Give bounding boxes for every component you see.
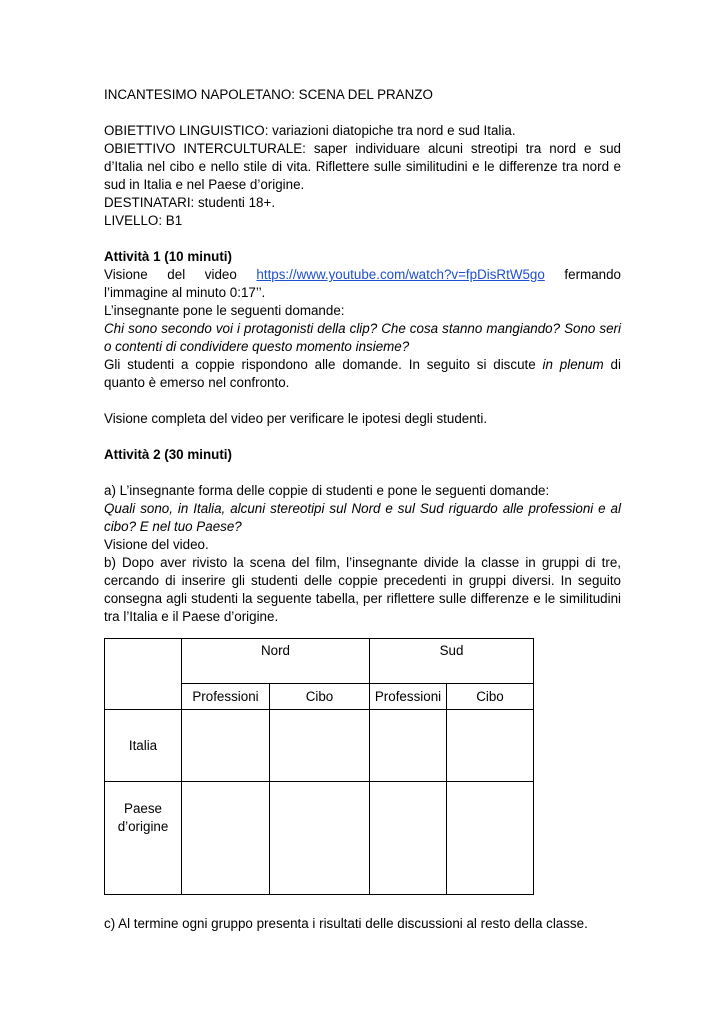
- row-label-paese: [105, 782, 182, 895]
- in-plenum: in plenum: [542, 357, 604, 372]
- activity-1-questions: Chi sono secondo voi i protagonisti della clip? Che cosa stanno mangiando? Sono seri o contenti di condividere questo momento insieme?: [104, 321, 621, 354]
- activity-2-heading: Attività 2 (30 minuti): [104, 447, 232, 462]
- questions-intro: L’insegnante pone le seguenti domande:: [104, 303, 345, 318]
- activity-2-b: b) Dopo aver rivisto la scena del film, l’insegnante divide la classe in gruppi di tre, cercando di inserire gli studenti delle coppie precedenti in gruppi diversi. In seguito consegna agli studenti la seguente tabella, per riflettere sulle differenze e le similitudini tra l’Italia e il Paese d’origine.: [104, 555, 621, 624]
- table-cell: [447, 782, 534, 895]
- header-sud-cibo: Cibo: [447, 684, 534, 710]
- comparison-table: [104, 638, 534, 895]
- activity-2-a: a) L’insegnante forma delle coppie di studenti e pone le seguenti domande:: [104, 483, 550, 498]
- header-sud-professioni: Professioni: [370, 684, 447, 710]
- table-row: [105, 782, 534, 895]
- table-cell: [182, 710, 270, 782]
- table-row: [105, 710, 534, 782]
- table-cell: [370, 710, 447, 782]
- full-viewing: Visione completa del video per verificare le ipotesi degli studenti.: [104, 411, 488, 426]
- row-label-paese-line2: d’origine: [117, 819, 169, 834]
- table-cell: [447, 710, 534, 782]
- row-label-paese-line1: Paese: [124, 801, 162, 816]
- video-text-video: video: [204, 267, 237, 282]
- activity-1-heading: Attività 1 (10 minuti): [104, 249, 232, 264]
- table-cell: [370, 782, 447, 895]
- video-line: [104, 266, 621, 284]
- table-cell: [182, 782, 270, 895]
- video-text-fermando: fermando: [564, 267, 621, 282]
- video-text-del: del: [167, 267, 186, 282]
- level: LIVELLO: B1: [104, 213, 183, 228]
- activity-2-c: c) Al termine ogni gruppo presenta i risultati delle discussioni al resto della classe.: [104, 916, 588, 931]
- video-text-visione: Visione: [104, 267, 148, 282]
- pairs-text-a: Gli studenti a coppie rispondono alle domande. In seguito si discute: [104, 357, 543, 372]
- youtube-link[interactable]: https://www.youtube.com/watch?v=fpDisRtW5go: [256, 267, 545, 282]
- document-title: INCANTESIMO NAPOLETANO: SCENA DEL PRANZO: [104, 87, 433, 102]
- table-corner-cell: [105, 639, 182, 710]
- pairs-paragraph: [104, 356, 621, 392]
- video-line-2: l’immagine al minuto 0:17’’.: [104, 285, 266, 300]
- table-cell: [270, 710, 370, 782]
- header-nord-professioni: Professioni: [182, 684, 270, 710]
- document-page: [104, 86, 621, 933]
- target-audience: DESTINATARI: studenti 18+.: [104, 195, 276, 210]
- header-nord-cibo: Cibo: [270, 684, 370, 710]
- pairs-text-b: di quanto è emerso nel confronto.: [104, 357, 621, 390]
- table-cell: [270, 782, 370, 895]
- intercultural-objective: OBIETTIVO INTERCULTURALE: saper individuare alcuni streotipi tra nord e sud d’Italia nel cibo e nello stile di vita. Riflettere sulle similitudini e le differenze tra nord e sud in Italia e nel Paese d’origine.: [104, 141, 621, 192]
- header-nord: Nord: [182, 639, 370, 684]
- header-sud: Sud: [370, 639, 534, 684]
- row-label-italia: Italia: [105, 710, 182, 782]
- activity-2-questions: Quali sono, in Italia, alcuni stereotipi sul Nord e sul Sud riguardo alle professioni e al cibo? E nel tuo Paese?: [104, 501, 621, 534]
- activity-2-viewing: Visione del video.: [104, 537, 209, 552]
- linguistic-objective: OBIETTIVO LINGUISTICO: variazioni diatopiche tra nord e sud Italia.: [104, 123, 516, 138]
